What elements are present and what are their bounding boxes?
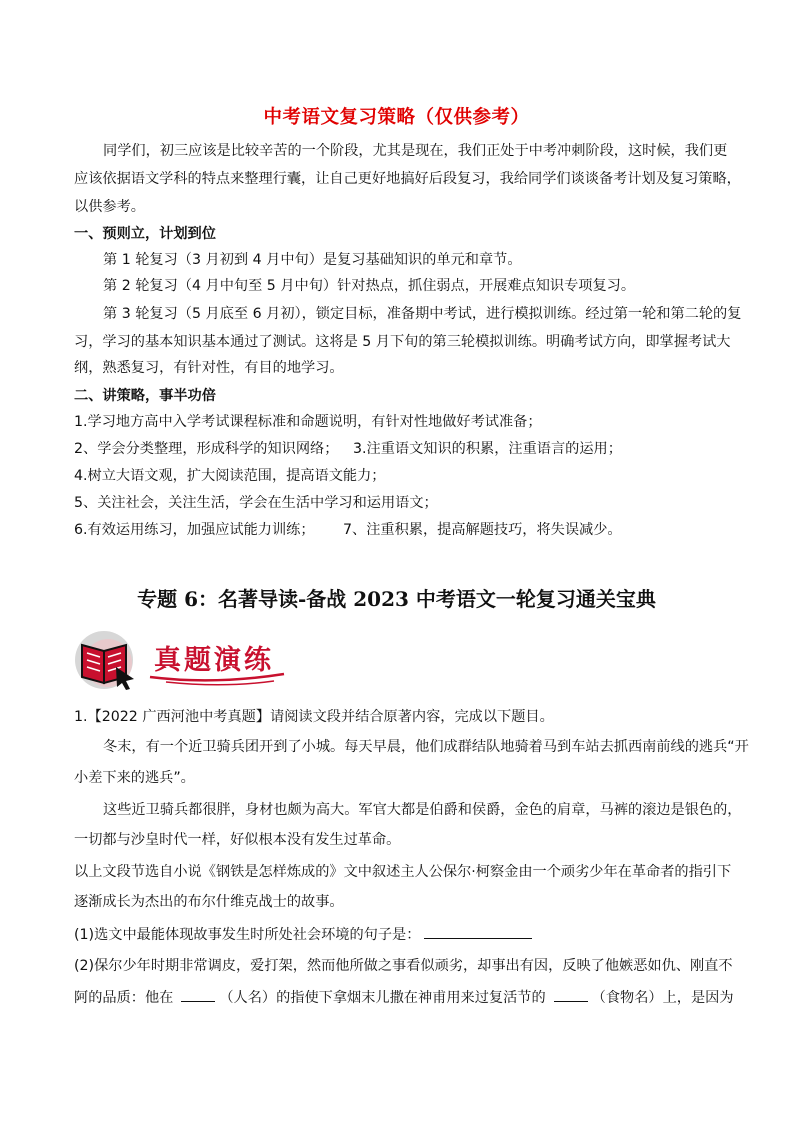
passage-p2-line-1: 这些近卫骑兵都很胖，身材也颇为高大。军官大都是伯爵和侯爵，金色的肩章，马裤的滚边是银色的， — [103, 802, 742, 818]
sub-question-1 — [74, 924, 532, 945]
intro-line-3: 以供参考。 — [74, 199, 145, 215]
round-3-line-3: 纲，熟悉复习，有针对性，有目的地学习。 — [74, 360, 344, 376]
section-2-heading: 二、讲策略，事半功倍 — [74, 388, 216, 404]
question-1-prefix: 1.【2022 广西河池中考真题】请阅读文段并结合原著内容，完成以下题目。 — [74, 709, 554, 725]
sub-question-2-part-a: 阿的品质：他在 — [74, 990, 174, 1006]
answer-blank-name[interactable] — [181, 987, 215, 1002]
intro-line-1: 同学们，初三应该是比较辛苦的一个阶段，尤其是现在，我们正处于中考冲刺阶段，这时候，我们更 — [103, 143, 728, 159]
answer-blank-1[interactable] — [424, 924, 532, 939]
answer-blank-food[interactable] — [554, 987, 588, 1002]
sub-question-1-text: (1)选文中最能体现故事发生时所处社会环境的句子是： — [74, 927, 421, 943]
round-3-line-2: 习，学习的基本知识基本通过了测试。这将是 5 月下旬的第三轮模拟训练。明确考试方向，即掌握考试大 — [74, 334, 731, 350]
passage-p1-line-2: 小差下来的逃兵”。 — [74, 770, 195, 786]
strategy-item-2: 2、学会分类整理，形成科学的知识网络； — [74, 441, 339, 457]
sub-question-2-line-1: (2)保尔少年时期非常调皮，爱打架，然而他所做之事看似顽劣，却事出有因，反映了他嫉恶如仇、刚直不 — [74, 958, 733, 974]
strategy-item-6: 6.有效运用练习，加强应试能力训练； — [74, 522, 315, 538]
section-1-heading: 一、预则立，计划到位 — [74, 226, 216, 242]
sub-question-2-line-2 — [74, 987, 734, 1008]
sub-question-2-part-c: （食物名）上，是因为 — [591, 990, 734, 1006]
passage-p3-line-1: 以上文段节选自小说《钢铁是怎样炼成的》文中叙述主人公保尔·柯察金由一个顽劣少年在革命者的指引下 — [74, 864, 732, 880]
sub-question-2-part-b: （人名）的指使下拿烟末儿撒在神甫用来过复活节的 — [219, 990, 546, 1006]
strategy-item-5: 5、关注社会，关注生活，学会在生活中学习和运用语文； — [74, 495, 438, 511]
passage-p3-line-2: 逐渐成长为杰出的布尔什维克战士的故事。 — [74, 894, 344, 910]
round-3-line-1: 第 3 轮复习（5 月底至 6 月初），锁定目标，准备期中考试，进行模拟训练。经过第一轮和第二轮的复 — [103, 306, 742, 322]
zhenti-yanlian-banner — [74, 627, 294, 691]
banner-label: 真题演练 — [154, 645, 274, 676]
strategy-item-7: 7、注重积累，提高解题技巧，将失误减少。 — [343, 522, 622, 538]
round-1-text: 第 1 轮复习（3 月初到 4 月中旬）是复习基础知识的单元和章节。 — [103, 252, 522, 268]
strategy-item-1: 1.学习地方高中入学考试课程标准和命题说明，有针对性地做好考试准备； — [74, 414, 542, 430]
round-2-text: 第 2 轮复习（4 月中旬至 5 月中旬）针对热点，抓住弱点，开展难点知识专项复习。 — [103, 278, 636, 294]
topic-title: 专题 6：名著导读-备战 2023 中考语文一轮复习通关宝典 — [137, 587, 656, 611]
strategy-item-4: 4.树立大语文观，扩大阅读范围，提高语文能力； — [74, 468, 386, 484]
intro-line-2: 应该依据语文学科的特点来整理行囊，让自己更好地搞好后段复习，我给同学们谈谈备考计划及复习策略， — [74, 171, 741, 187]
passage-p1-line-1: 冬末，有一个近卫骑兵团开到了小城。每天早晨，他们成群结队地骑着马到车站去抓西南前线的逃兵“开 — [103, 739, 749, 755]
page-title: 中考语文复习策略（仅供参考） — [263, 107, 530, 128]
passage-p2-line-2: 一切都与沙皇时代一样，好似根本没有发生过革命。 — [74, 832, 401, 848]
strategy-item-3: 3.注重语文知识的积累，注重语言的运用； — [353, 441, 622, 457]
